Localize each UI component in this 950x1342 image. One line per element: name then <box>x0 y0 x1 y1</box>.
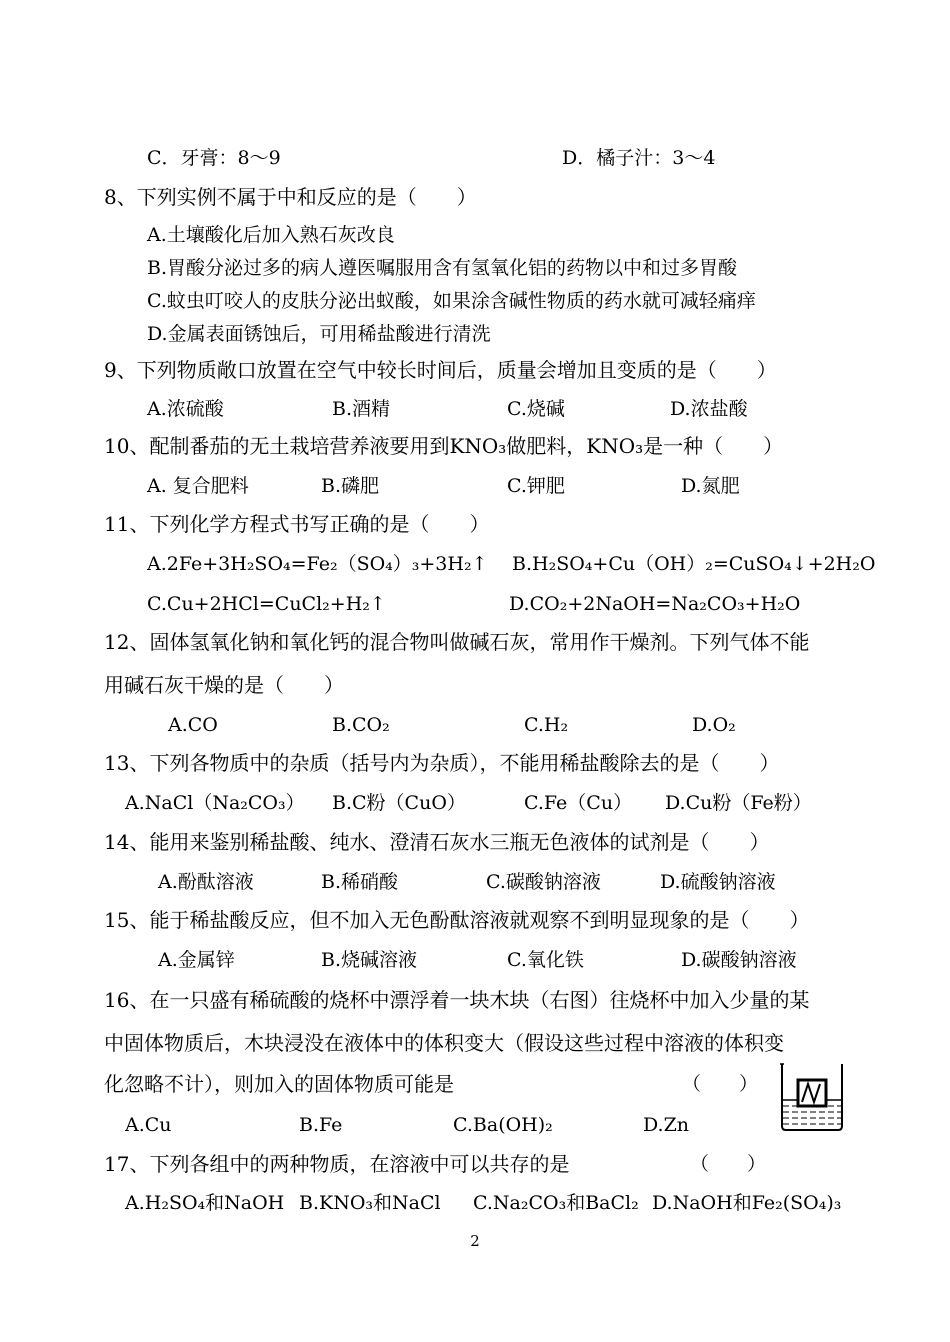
beaker-with-wood-block-figure <box>778 1062 846 1134</box>
q17-option-b: B.KNO₃和NaCl <box>299 1192 441 1214</box>
q9-option-b: B.酒精 <box>332 398 391 420</box>
q10-option-a: A. 复合肥料 <box>147 475 249 497</box>
q17-answer-blank: （ ） <box>690 1153 767 1175</box>
q15-option-c: C.氧化铁 <box>507 949 584 971</box>
q12-stem-line2: 用碱石灰干燥的是（ ） <box>104 673 344 697</box>
q13-stem: 13、下列各物质中的杂质（括号内为杂质），不能用稀盐酸除去的是（ ） <box>104 751 780 775</box>
q15-stem: 15、能于稀盐酸反应，但不加入无色酚酞溶液就观察不到明显现象的是（ ） <box>104 908 810 932</box>
q7-option-c: C．牙膏：8～9 <box>147 147 281 169</box>
q12-stem-line1: 12、固体氢氧化钠和氧化钙的混合物叫做碱石灰，常用作干燥剂。下列气体不能 <box>104 630 810 654</box>
q13-option-d: D.Cu粉（Fe粉） <box>665 792 812 814</box>
q17-option-a: A.H₂SO₄和NaOH <box>125 1192 285 1214</box>
q7-option-d: D．橘子汁：3～4 <box>562 147 716 169</box>
q10-stem: 10、配制番茄的无土栽培营养液要用到KNO₃做肥料，KNO₃是一种（ ） <box>104 434 784 458</box>
q17-option-c: C.Na₂CO₃和BaCl₂ <box>473 1192 639 1214</box>
q16-option-b: B.Fe <box>299 1114 343 1136</box>
q12-option-a: A.CO <box>168 714 218 736</box>
q8-option-c: C.蚊虫叮咬人的皮肤分泌出蚁酸，如果涂含碱性物质的药水就可减轻痛痒 <box>147 290 756 312</box>
q11-option-a: A.2Fe+3H₂SO₄=Fe₂（SO₄）₃+3H₂↑ <box>147 553 488 575</box>
q13-option-a: A.NaCl（Na₂CO₃） <box>125 792 305 814</box>
page-number: 2 <box>470 1232 480 1250</box>
q14-option-c: C.碳酸钠溶液 <box>486 871 601 893</box>
q17-option-d: D.NaOH和Fe₂(SO₄)₃ <box>652 1192 842 1214</box>
q8-stem: 8、下列实例不属于中和反应的是（ ） <box>104 185 477 209</box>
q8-option-b: B.胃酸分泌过多的病人遵医嘱服用含有氢氧化铝的药物以中和过多胃酸 <box>147 257 738 279</box>
q16-stem-line2: 中固体物质后，木块浸没在液体中的体积变大（假设这些过程中溶液的体积变 <box>104 1031 784 1055</box>
q14-option-a: A.酚酞溶液 <box>158 871 254 893</box>
q15-option-d: D.碳酸钠溶液 <box>681 949 797 971</box>
q11-option-d: D.CO₂+2NaOH=Na₂CO₃+H₂O <box>509 593 801 615</box>
q16-answer-blank: （ ） <box>682 1073 759 1095</box>
q8-option-d: D.金属表面锈蚀后，可用稀盐酸进行清洗 <box>147 323 491 345</box>
q9-stem: 9、下列物质敞口放置在空气中较长时间后，质量会增加且变质的是（ ） <box>104 358 777 382</box>
q14-option-b: B.稀硝酸 <box>321 871 399 893</box>
q17-stem: 17、下列各组中的两种物质，在溶液中可以共存的是 <box>104 1152 570 1176</box>
q14-option-d: D.硫酸钠溶液 <box>660 871 776 893</box>
q16-option-d: D.Zn <box>643 1114 690 1136</box>
q10-option-c: C.钾肥 <box>507 475 565 497</box>
q12-option-c: C.H₂ <box>524 714 569 736</box>
q10-option-b: B.磷肥 <box>321 475 380 497</box>
q12-option-b: B.CO₂ <box>332 714 390 736</box>
q14-stem: 14、能用来鉴别稀盐酸、纯水、澄清石灰水三瓶无色液体的试剂是（ ） <box>104 830 770 854</box>
q11-option-b: B.H₂SO₄+Cu（OH）₂=CuSO₄↓+2H₂O <box>512 553 876 575</box>
q9-option-c: C.烧碱 <box>507 398 565 420</box>
q16-option-c: C.Ba(OH)₂ <box>453 1114 553 1136</box>
q15-option-b: B.烧碱溶液 <box>321 949 418 971</box>
q11-option-c: C.Cu+2HCl=CuCl₂+H₂↑ <box>147 593 386 615</box>
q16-stem-line1: 16、在一只盛有稀硫酸的烧杯中漂浮着一块木块（右图）往烧杯中加入少量的某 <box>104 988 810 1012</box>
q8-option-a: A.土壤酸化后加入熟石灰改良 <box>147 224 395 246</box>
q16-stem-line3: 化忽略不计），则加入的固体物质可能是 <box>104 1072 454 1096</box>
q9-option-a: A.浓硫酸 <box>147 398 224 420</box>
q13-option-b: B.C粉（CuO） <box>332 792 466 814</box>
q16-option-a: A.Cu <box>125 1114 172 1136</box>
q9-option-d: D.浓盐酸 <box>670 398 748 420</box>
q12-option-d: D.O₂ <box>692 714 736 736</box>
q11-stem: 11、下列化学方程式书写正确的是（ ） <box>104 512 490 536</box>
q10-option-d: D.氮肥 <box>681 475 740 497</box>
q15-option-a: A.金属锌 <box>158 949 235 971</box>
q13-option-c: C.Fe（Cu） <box>524 792 633 814</box>
